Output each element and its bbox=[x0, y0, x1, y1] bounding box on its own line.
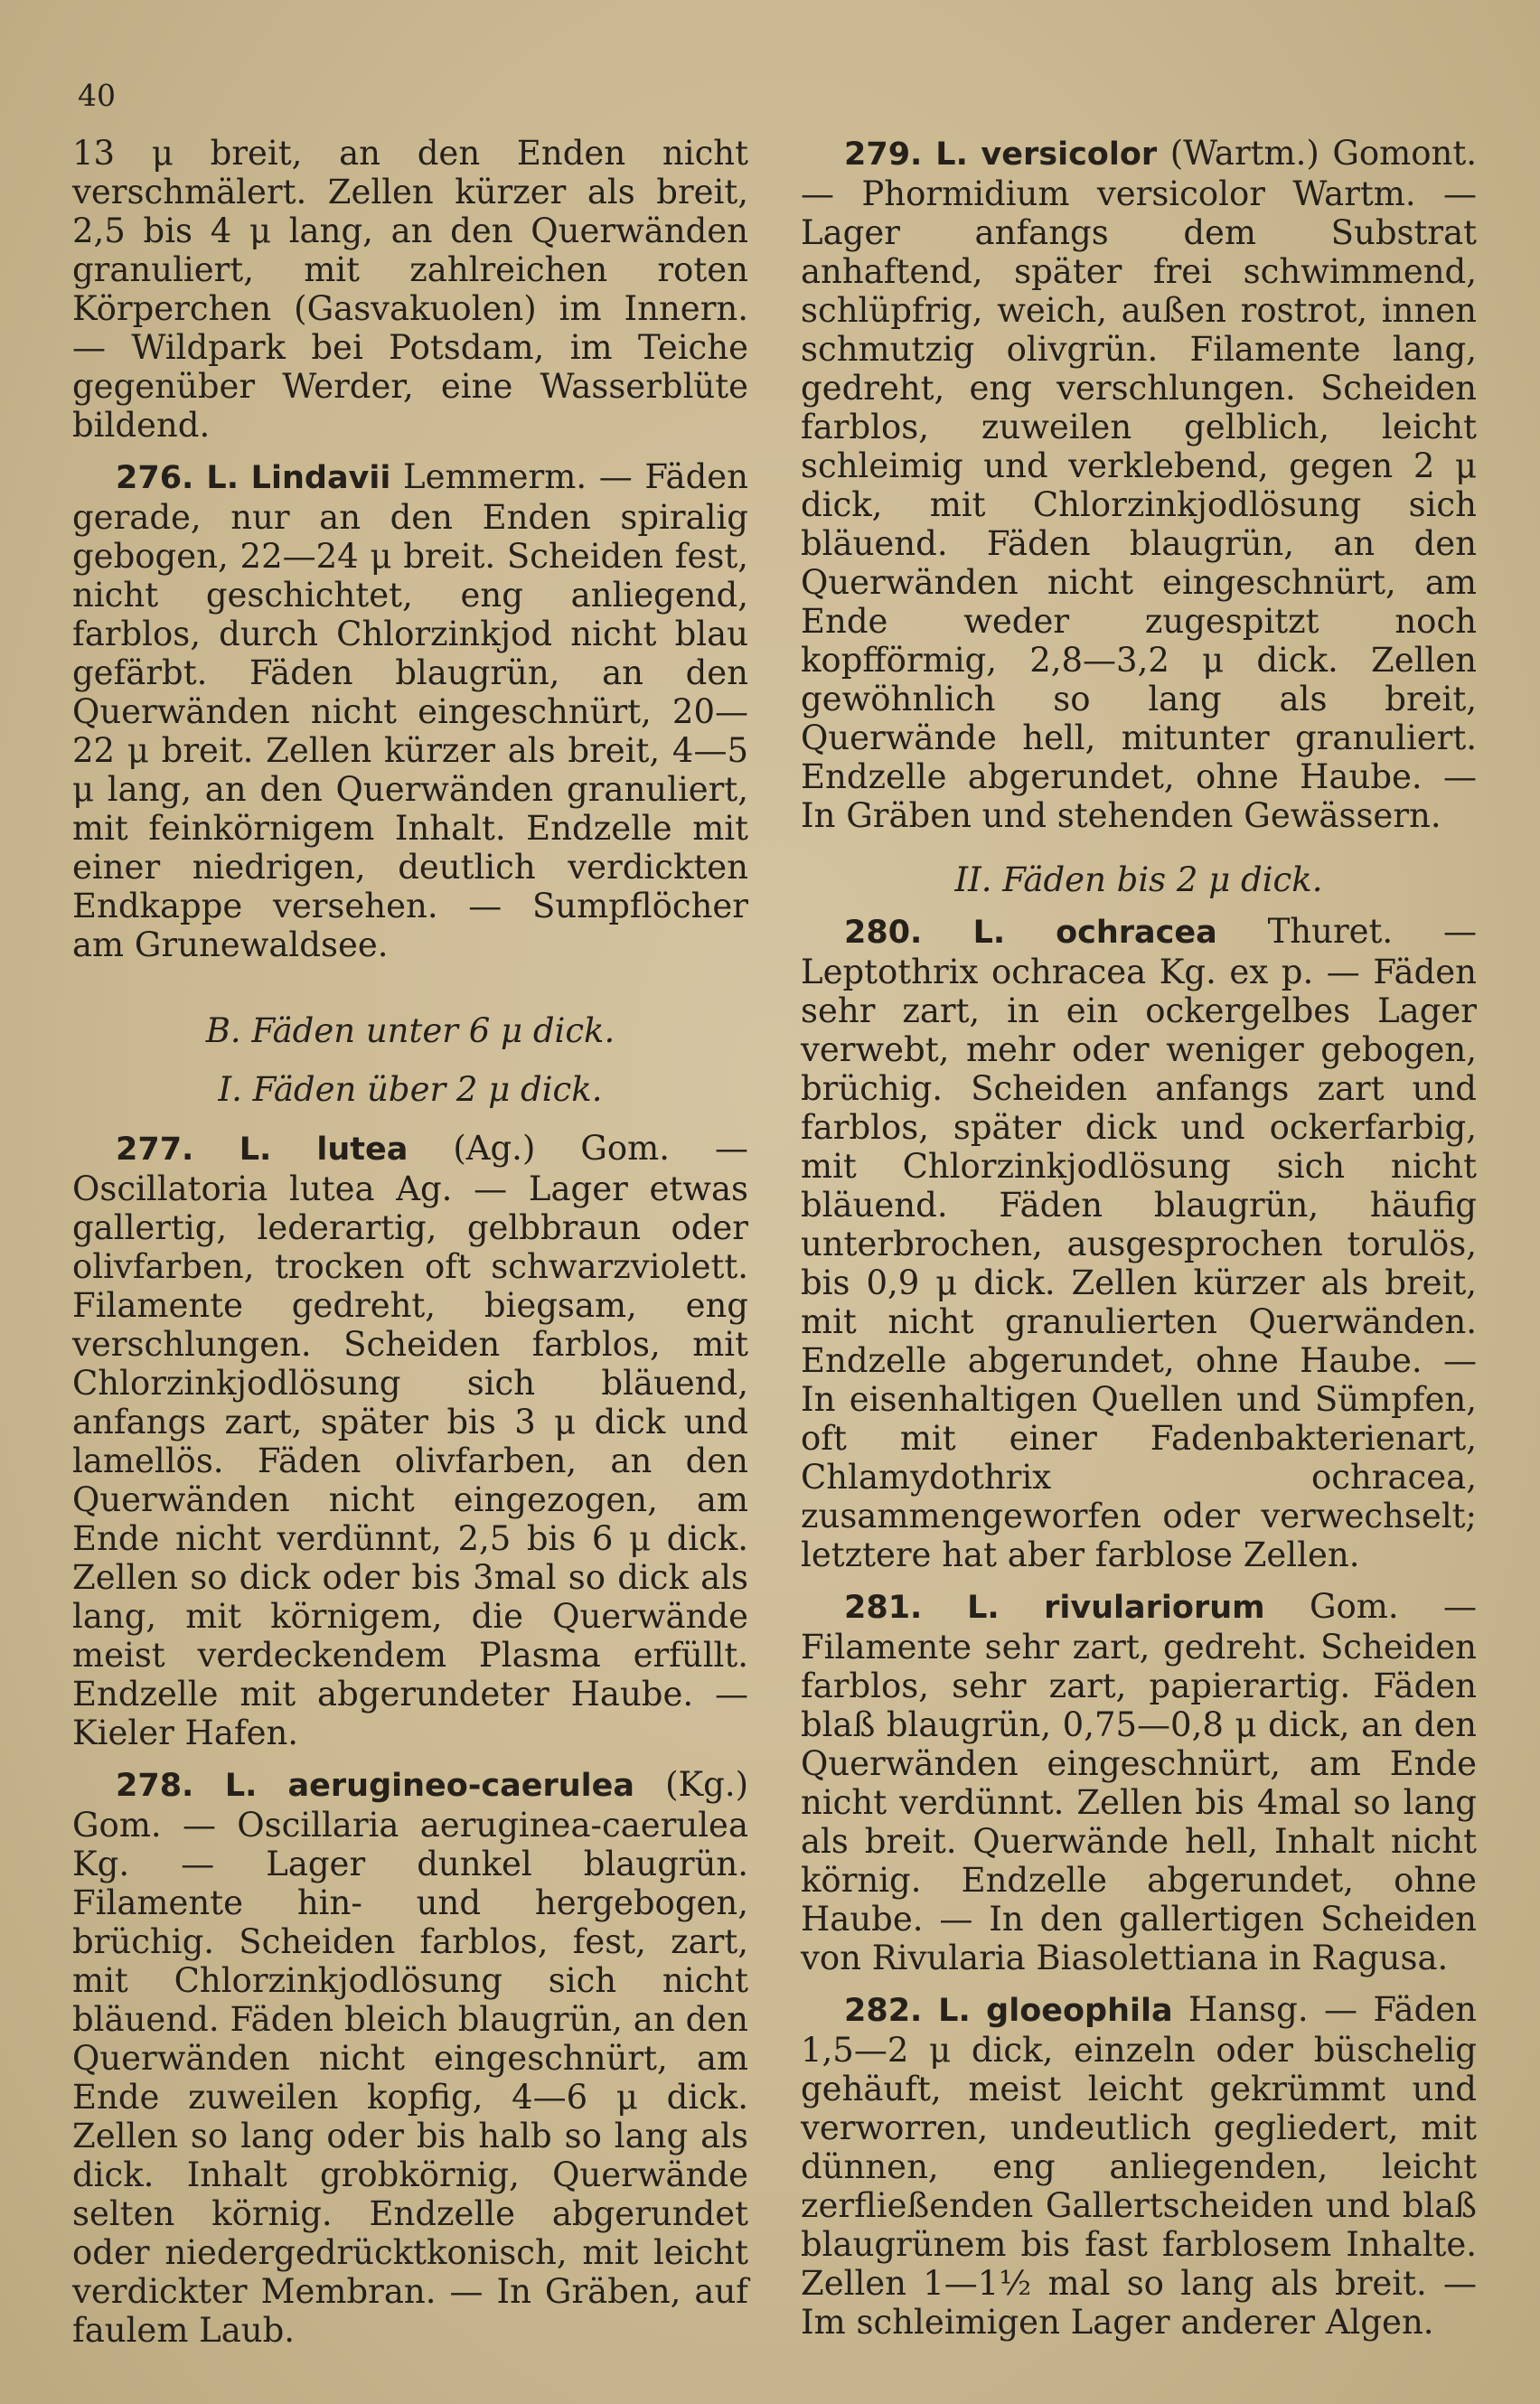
entry-281 bbox=[801, 1587, 1477, 1977]
right-column bbox=[801, 134, 1477, 2354]
page-number: 40 bbox=[78, 78, 116, 113]
entry-276 bbox=[72, 457, 748, 964]
continuation-text: 13 μ breit, an den Enden nicht verschmälert. Zellen kürzer als breit, 2,5 bis 4 μ lang, an den Querwänden granuliert, mit zahlreichen roten Körperchen (Gasvakuolen) im Innern. — Wildpark bei Potsdam, im Teiche gegenüber Werder, eine Wasserblüte bildend. bbox=[72, 134, 748, 445]
species-name: rivulariorum bbox=[1044, 1590, 1265, 1626]
entry-text: (Ag.) Gom. — Oscillatoria lutea Ag. — Lager etwas gallertig, lederartig, gelbbraun oder olivfarben, trocken oft schwarzviolett. Filamente gedreht, biegsam, eng verschlungen. Scheiden farblos, mit Chlorzinkjodlösung sich bläuend, anfangs zart, später bis 3 μ dick und lamellös. Fäden olivfarben, an den Querwänden nicht eingezogen, am Ende nicht verdünnt, 2,5 bis 6 μ dick. Zellen so dick oder bis 3mal so dick als lang, mit körnigem, die Querwände meist verdeckendem Plasma erfüllt. Endzelle mit abgerundeter Haube. — Kieler Hafen. bbox=[72, 1129, 749, 1752]
entry-number: 282. L. bbox=[844, 1993, 971, 2029]
section-heading-i: I. Fäden über 2 μ dick. bbox=[218, 1070, 603, 1109]
species-name: ochracea bbox=[1056, 915, 1217, 951]
entry-text: Gom. — Filamente sehr zart, gedreht. Scheiden farblos, sehr zart, papierartig. Fäden blaß blaugrün, 0,75—0,8 μ dick, an den Querwänden eingeschnürt, am Ende nicht verdünnt. Zellen bis 4mal so lang als breit. Querwände hell, Inhalt nicht körnig. Endzelle abgerundet, ohne Haube. — In den gallertigen Scheiden von Rivularia Biasolettiana in Ragusa. bbox=[801, 1587, 1477, 1977]
entry-number: 279. L. bbox=[844, 136, 968, 173]
section-heading-b: B. Fäden unter 6 μ dick. bbox=[205, 1011, 615, 1050]
entry-279 bbox=[801, 134, 1477, 835]
entry-text: Thuret. — Leptothrix ochracea Kg. ex p. — Fäden sehr zart, in ein ockergelbes Lager verwebt, mehr oder weniger gebogen, brüchig. Scheiden anfangs zart und farblos, später dick und ockerfarbig, mit Chlorzinkjodlösung sich nicht bläuend. Fäden blaugrün, häufig unterbrochen, ausgesprochen torulös, bis 0,9 μ dick. Zellen kürzer als breit, mit nicht granulierten Querwänden. Endzelle abgerundet, ohne Haube. — In eisenhaltigen Quellen und Sümpfen, oft mit einer Fadenbakterienart, Chlamydothrix ochracea, zusammengeworfen oder verwechselt; letztere hat aber farblose Zellen. bbox=[801, 912, 1477, 1574]
species-name: Lindavii bbox=[250, 460, 391, 496]
entry-282 bbox=[801, 1990, 1477, 2342]
entry-text: Hansg. — Fäden 1,5—2 μ dick, einzeln oder büschelig gehäuft, meist leicht gekrümmt und verworren, undeutlich gegliedert, mit dünnen, eng anliegenden, leicht zerfließenden Gallertscheiden und blaß blaugrünem bis fast farblosem Inhalte. Zellen 1—1½ mal so lang als breit. — Im schleimigen Lager anderer Algen. bbox=[801, 1990, 1478, 2342]
entry-text: (Wartm.) Gomont. — Phormidium versicolor Wartm. — Lager anfangs dem Substrat anhaftend, später frei schwimmend, schlüpfrig, weich, außen rostrot, innen schmutzig olivgrün. Filamente lang, gedreht, eng verschlungen. Scheiden farblos, zuweilen gelblich, leicht schleimig und verklebend, gegen 2 μ dick, mit Chlorzinkjodlösung sich bläuend. Fäden blaugrün, an den Querwänden nicht eingeschnürt, am Ende weder zugespitzt noch kopfförmig, 2,8—3,2 μ dick. Zellen gewöhnlich so lang als breit, Querwände hell, mitunter granuliert. Endzelle abgerundet, ohne Haube. — In Gräben und stehenden Gewässern. bbox=[801, 134, 1478, 835]
entry-text: (Kg.) Gom. — Oscillaria aeruginea-caerulea Kg. — Lager dunkel blaugrün. Filamente hin- und hergebogen, brüchig. Scheiden farblos, fest, zart, mit Chlorzinkjodlösung sich nicht bläuend. Fäden bleich blaugrün, an den Querwänden nicht eingeschnürt, am Ende zuweilen kopfig, 4—6 μ dick. Zellen so lang oder bis halb so lang als dick. Inhalt grobkörnig, Querwände selten körnig. Endzelle abgerundet oder niedergedrücktkonisch, mit leicht verdickter Membran. — In Gräben, auf faulem Laub. bbox=[72, 1765, 749, 2350]
species-name: lutea bbox=[316, 1132, 408, 1168]
entry-278 bbox=[72, 1765, 748, 2350]
entry-number: 281. L. bbox=[844, 1590, 1000, 1626]
entry-number: 277. L. bbox=[116, 1132, 272, 1168]
entry-number: 278. L. bbox=[116, 1768, 258, 1804]
entry-number: 280. L. bbox=[844, 915, 1006, 951]
entry-text: Lemmerm. — Fäden gerade, nur an den Enden spiralig gebogen, 22—24 μ breit. Scheiden fest, nicht geschichtet, eng anliegend, farblos, durch Chlorzinkjod nicht blau gefärbt. Fäden blaugrün, an den Querwänden nicht eingeschnürt, 20—22 μ breit. Zellen kürzer als breit, 4—5 μ lang, an den Querwänden granuliert, mit feinkörnigem Inhalt. Endzelle mit einer niedrigen, deutlich verdickten Endkappe versehen. — Sumpflöcher am Grunewaldsee. bbox=[72, 457, 748, 964]
entry-280 bbox=[801, 912, 1477, 1574]
entry-277 bbox=[72, 1129, 748, 1752]
species-name: gloeophila bbox=[986, 1993, 1173, 2029]
section-heading-ii: II. Fäden bis 2 μ dick. bbox=[954, 860, 1323, 899]
species-name: aerugineo-caerulea bbox=[287, 1768, 634, 1804]
left-column bbox=[72, 134, 748, 2362]
entry-number: 276. L. bbox=[116, 460, 239, 496]
species-name: versicolor bbox=[981, 136, 1158, 173]
